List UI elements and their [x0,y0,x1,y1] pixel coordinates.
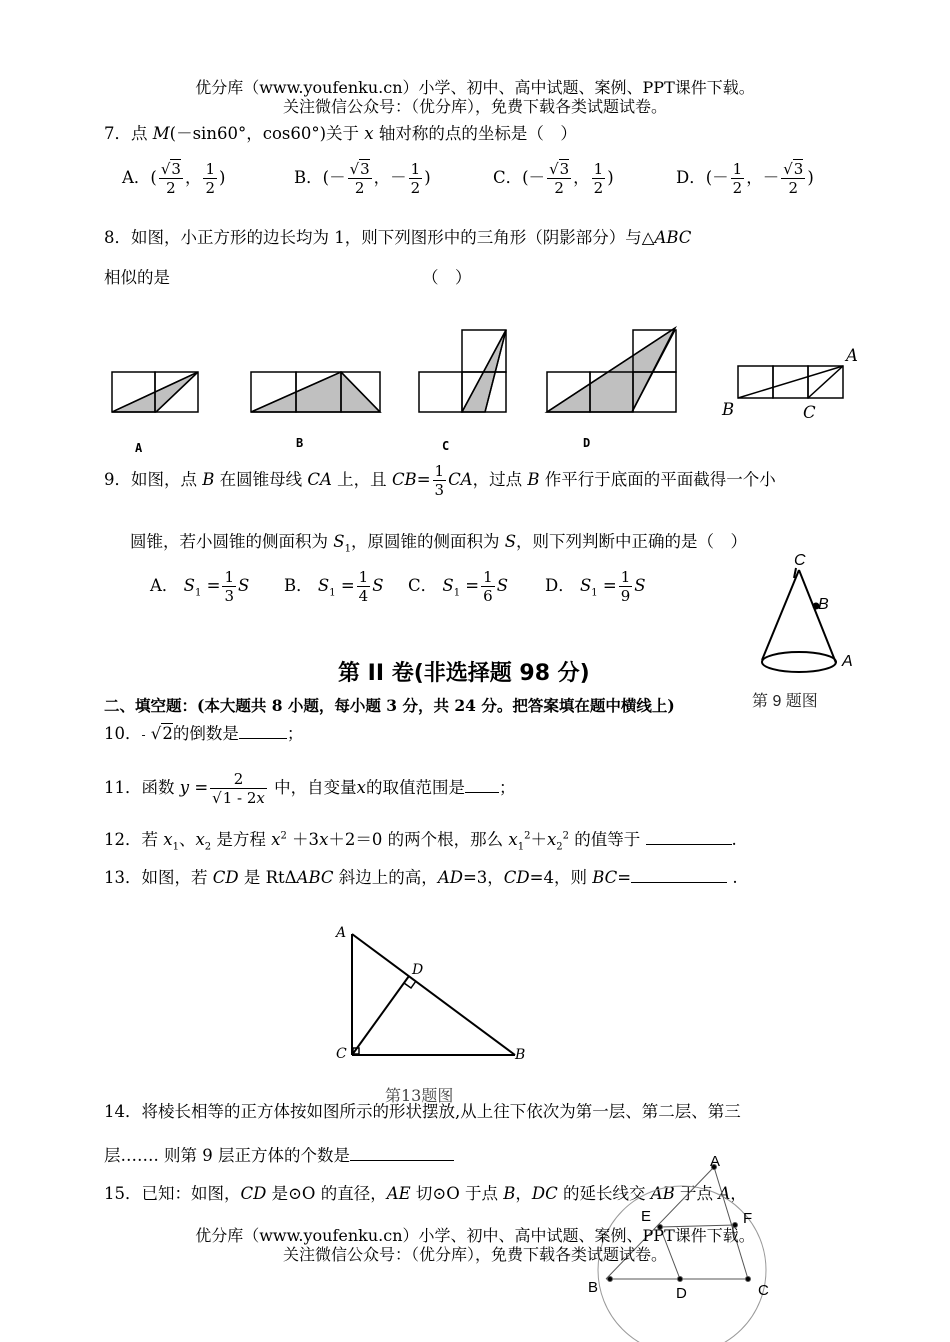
q8-reference-figure [738,366,843,398]
q8-label-d: D [583,436,591,450]
question-12: 12．若 $x_1$、$x_2$ 是方程 $x^2 +3x+2=0$ 的两个根，那么 $x_1^2+x_2^2$ 的值等于 . [104,830,737,853]
q8-figures [100,320,880,460]
q7-option-b: B．(－ $\frac{√3}{2}$ ，－ $\frac{1}{2}$ ) [294,160,431,197]
q7-option-c: C．(－ $\frac{√3}{2}$ ， $\frac{1}{2}$ ) [493,160,614,197]
q8-figure-b [251,372,380,412]
q15-label-b: B [588,1279,599,1296]
q9-label-a: A [842,653,853,670]
q8-ref-label-b: B [722,400,735,419]
question-8-line-2: 相似的是 [104,268,170,287]
question-13: 13．如图，若 CD 是 RtΔABC 斜边上的高，AD=3，CD=4，则 BC= . [104,868,738,887]
q9-label-b: B [818,596,829,613]
question-14-line-2: 层……. 则第 9 层正方体的个数是 [104,1142,454,1166]
question-14-line-1: 14．将棱长相等的正方体按如图所示的形状摆放,从上往下依次为第一层、第二层、第三 [104,1102,741,1121]
question-9-line-2: 圆锥，若小圆锥的侧面积为 $S_1$，原圆锥的侧面积为 S，则下列判断中正确的是（ ） [130,532,747,555]
footer-line-1: 优分库（www.youfenku.cn）小学、初中、高中试题、案例、PPT课件下载。 [195,1226,755,1245]
q8-label-b: B [296,436,304,450]
q9-figure-caption: 第 9 题图 [752,693,818,710]
footer-line-2: 关注微信公众号：（优分库），免费下载各类试题试卷。 [282,1245,667,1264]
q15-label-f: F [743,1210,753,1227]
q8-ref-label-c: C [803,403,816,422]
q8-label-a: A [135,441,143,455]
q9-option-d: D． $S_1$ = $\frac{1}{9}$ S [545,568,646,605]
q15-label-c: C [758,1282,769,1299]
q8-label-c: C [442,439,450,453]
q7-option-a: A．( $\frac{√3}{2}$ ， $\frac{1}{2}$ ) [122,160,226,197]
q9-option-b: B． $S_1$ = $\frac{1}{4}$ S [284,568,384,605]
section-2-instructions: 二、填空题：(本大题共 8 小题，每小题 3 分，共 24 分。把答案填在题中横线上) [104,696,675,715]
q8-figure-d [547,328,676,412]
q13-label-b: B [515,1047,526,1063]
question-9-line-1: 9．如图，点 B 在圆锥母线 CA 上，且 CB= $\frac{1}{3}$ CA，过点 B 作平行于底面的平面截得一个小 [104,462,776,499]
q8-figure-c [419,330,506,412]
q9-option-c: C． $S_1$ = $\frac{1}{6}$ S [408,568,508,605]
question-10: 10．- √2的倒数是 ； [104,724,304,743]
q7-option-d: D．(－ $\frac{1}{2}$ ，－ $\frac{√3}{2}$ ) [676,160,814,197]
q13-label-c: C [336,1046,347,1062]
q8-answer-paren: （ ） [422,268,472,287]
q15-label-d: D [676,1285,687,1302]
question-8-line-1: 8．如图，小正方形的边长均为 1，则下列图形中的三角形（阴影部分）与△ABC [104,228,692,247]
q13-triangle-figure [330,920,540,1070]
q9-label-c: C [794,552,806,569]
section-2-title: 第 II 卷(非选择题 98 分) [338,661,590,686]
question-11: 11．函数 y = $\frac{2}{√1 - 2x}$ 中，自变量x的取值范围是 ； [104,770,516,807]
q8-figure-a [112,372,198,412]
q13-label-d: D [412,962,424,978]
question-15: 15．已知：如图，CD 是⊙O 的直径，AE 切⊙O 于点 B，DC 的延长线交 AB 于点 A， [104,1184,747,1203]
header-line-1: 优分库（www.youfenku.cn）小学、初中、高中试题、案例、PPT课件下载。 [195,78,755,97]
question-7: 7．点 M(－sin60°，cos60°)关于 x 轴对称的点的坐标是（ ） [104,124,577,143]
q8-ref-label-a: A [846,346,858,365]
q15-label-a: A [710,1153,721,1170]
q13-label-a: A [336,925,347,941]
q9-option-a: A． $S_1$ = $\frac{1}{3}$ S [150,568,250,605]
header-line-2: 关注微信公众号：（优分库），免费下载各类试题试卷。 [282,97,667,116]
q15-label-e: E [641,1208,652,1225]
q13-figure-caption: 第13题图 [385,1086,454,1105]
